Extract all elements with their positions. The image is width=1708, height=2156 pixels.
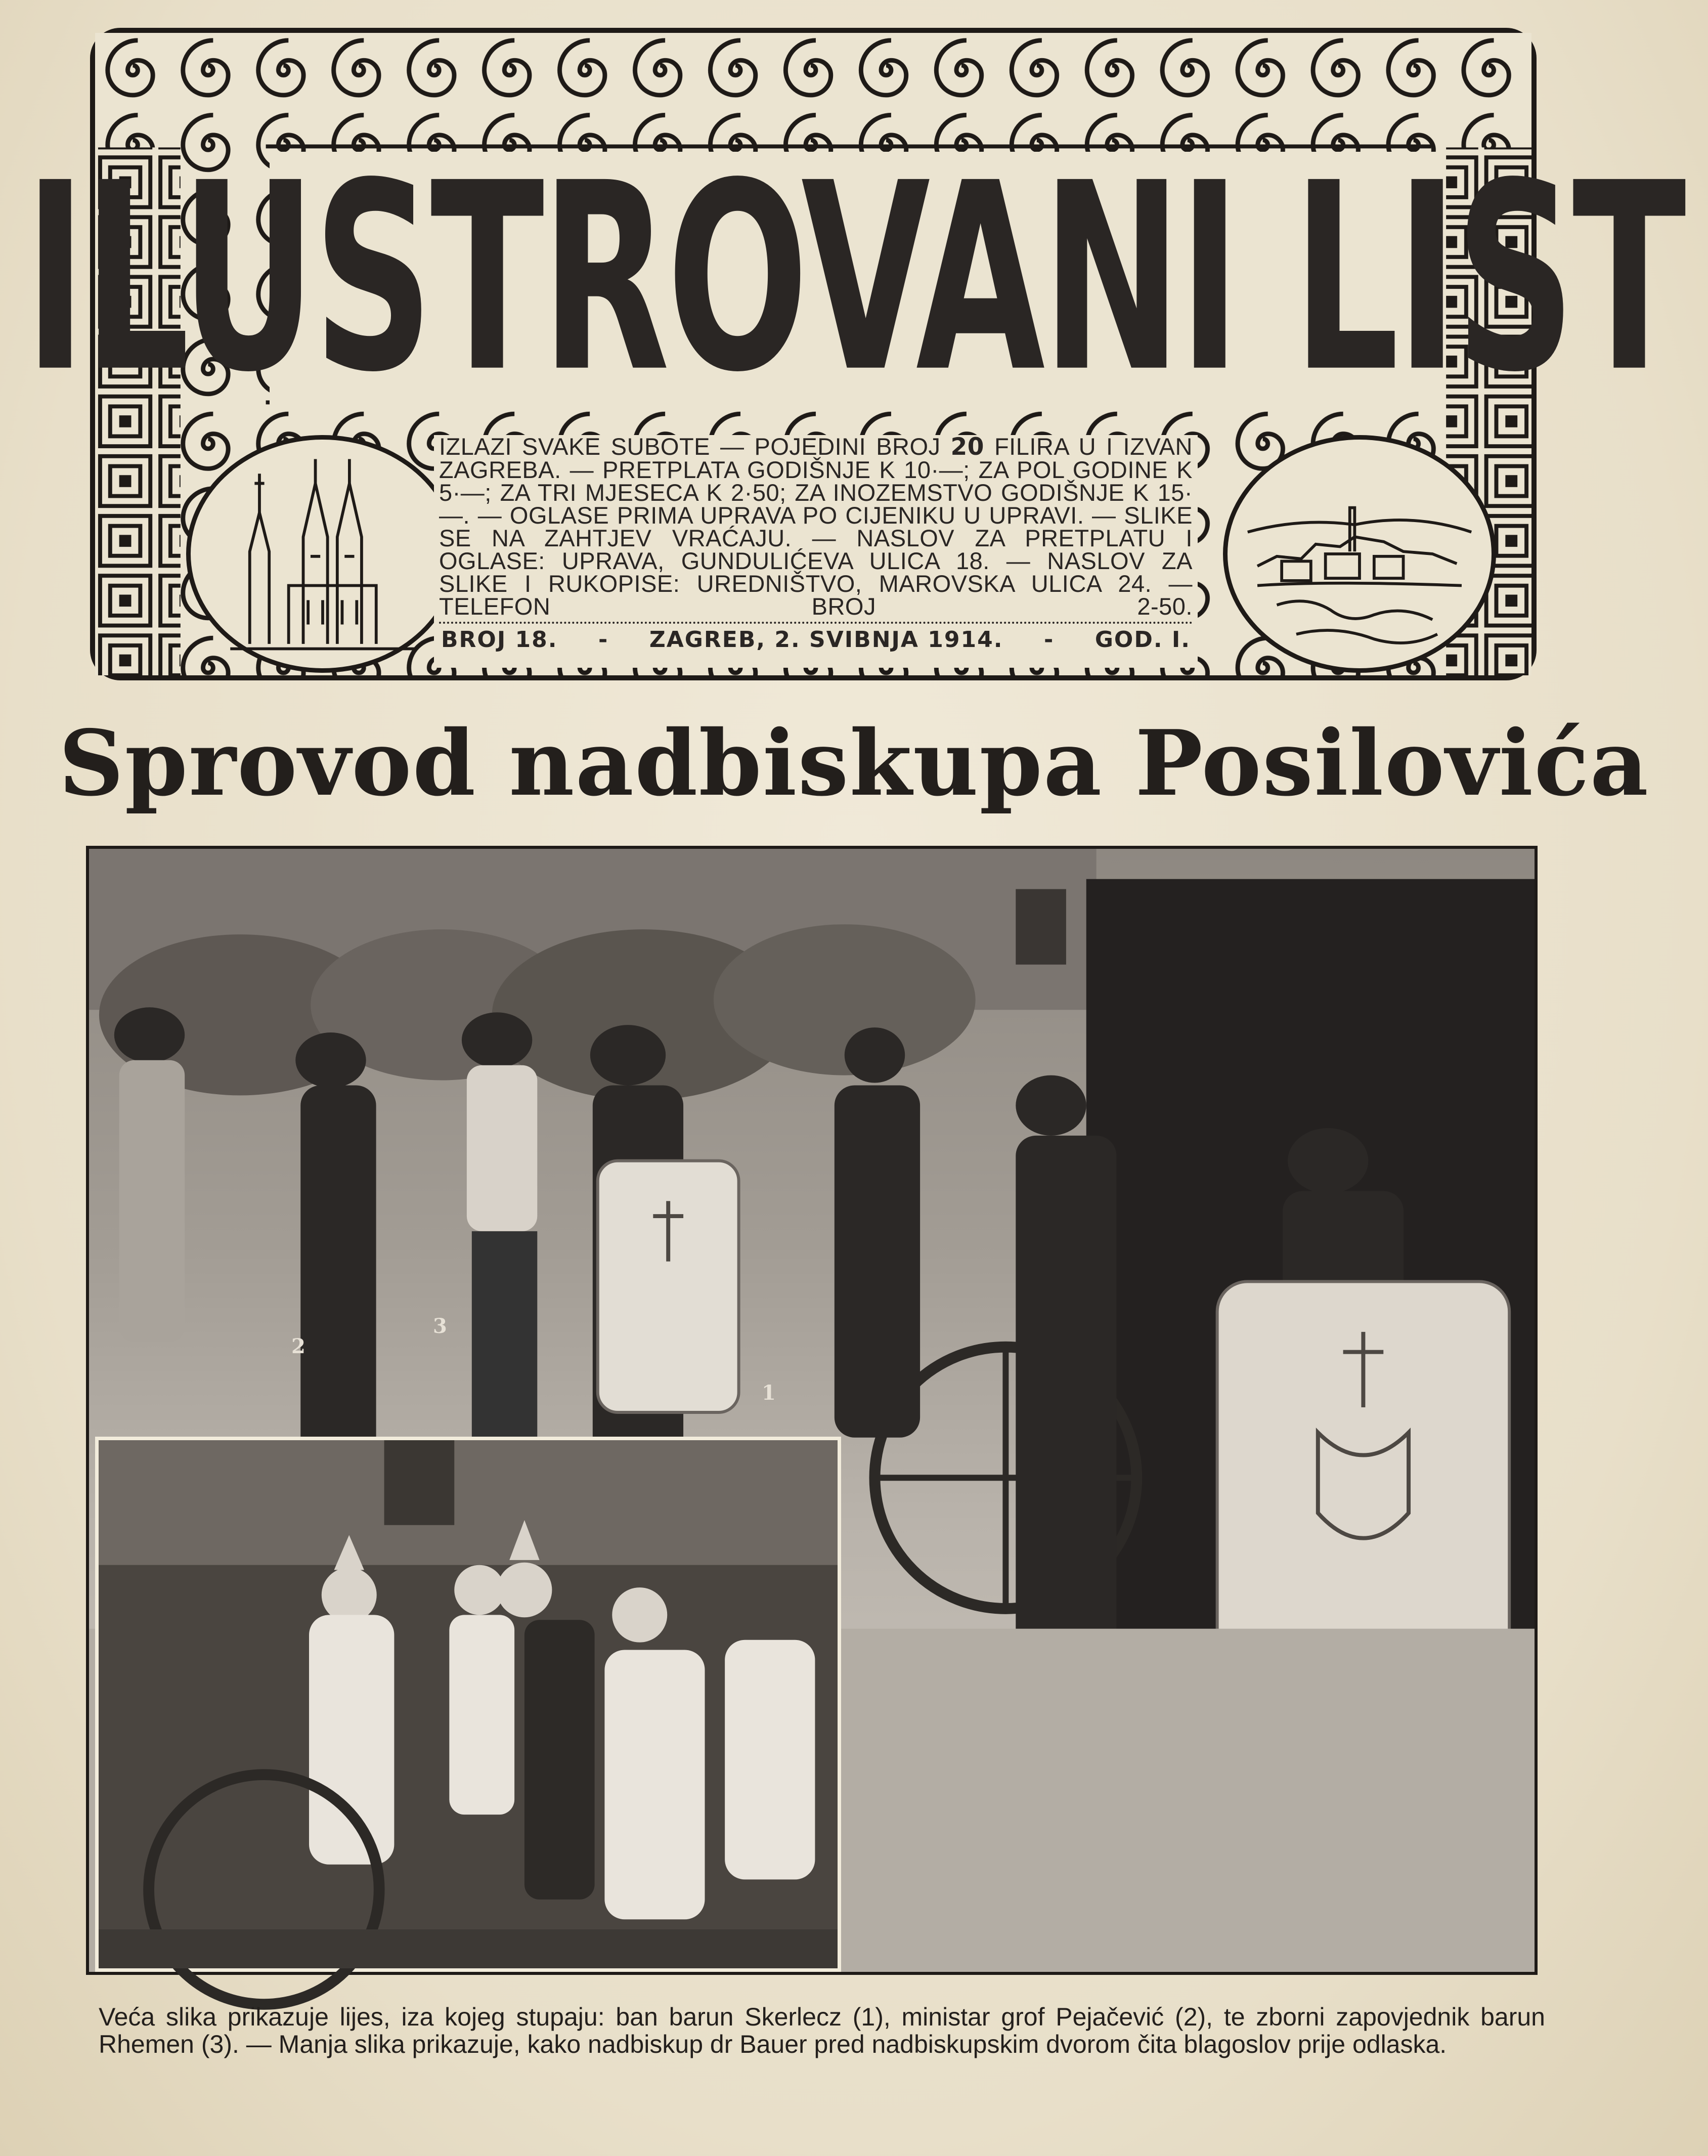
issue-number: BROJ 18. <box>441 627 558 653</box>
issue-year: GOD. I. <box>1094 627 1191 653</box>
cathedral-medallion <box>186 435 459 673</box>
main-photograph <box>86 846 1538 1975</box>
info-part-2: FILIRA U I IZVAN ZAGREBA. — PRETPLATA GODIŠNJE K 10·—; ZA POL GODINE K 5·—; ZA TRI MJESECA K 2·50; ZA INOZEMSTVO GODIŠNJE K 15·—. — OGLASE PRIMA UPRAVA PO CIJENIKU U UPRAVI. — SLIKE SE NA ZAHTJEV VRAĆAJU. — NASLOV ZA PRETPLATU I OGLASE: UPRAVA, GUNDULIĆEVA ULICA 18. — NASLOV ZA SLIKE I RUKOPISE: UREDNIŠTVO, MAROVSKA ULICA 24. — TELEFON BROJ 2-50. <box>439 433 1193 620</box>
cathedral-icon <box>191 440 455 668</box>
photo-caption: Veća slika prikazuje lijes, iza kojeg stupaju: ban barun Skerlecz (1), ministar grof Pejačević (2), te zborni zapovjednik barun Rhemen (3). — Manja slika prikazuje, kako nadbiskup dr Bauer pred nadbiskupskim dvorom čita blagoslov prije odlaska. <box>99 2003 1545 2058</box>
figure-label-3: 3 <box>433 1314 447 1338</box>
subscription-info <box>434 435 1198 668</box>
figure-label-1: 1 <box>762 1381 776 1405</box>
masthead-title: ILUSTROVANI LIST <box>24 127 1683 429</box>
separator-2: - <box>1044 627 1055 653</box>
dotted-rule <box>439 622 1193 624</box>
page-headline: Sprovod nadbiskupa Posilovića <box>59 710 1649 816</box>
coastal-town-icon <box>1228 440 1492 668</box>
info-part-1: IZLAZI SVAKE SUBOTE — POJEDINI BROJ <box>439 433 951 460</box>
blessing-ceremony-photo <box>99 1440 838 1968</box>
issue-line <box>434 627 1198 653</box>
masthead <box>24 28 1683 680</box>
masthead-title-box <box>24 127 1683 429</box>
issue-date: ZAGREB, 2. SVIBNJA 1914. <box>649 627 1003 653</box>
coastal-town-medallion <box>1223 435 1496 673</box>
separator-1: - <box>598 627 609 653</box>
inset-photograph <box>95 1437 841 1972</box>
issue-price: 20 <box>950 433 984 461</box>
figure-label-2: 2 <box>291 1334 305 1358</box>
subscription-text <box>434 435 1198 618</box>
